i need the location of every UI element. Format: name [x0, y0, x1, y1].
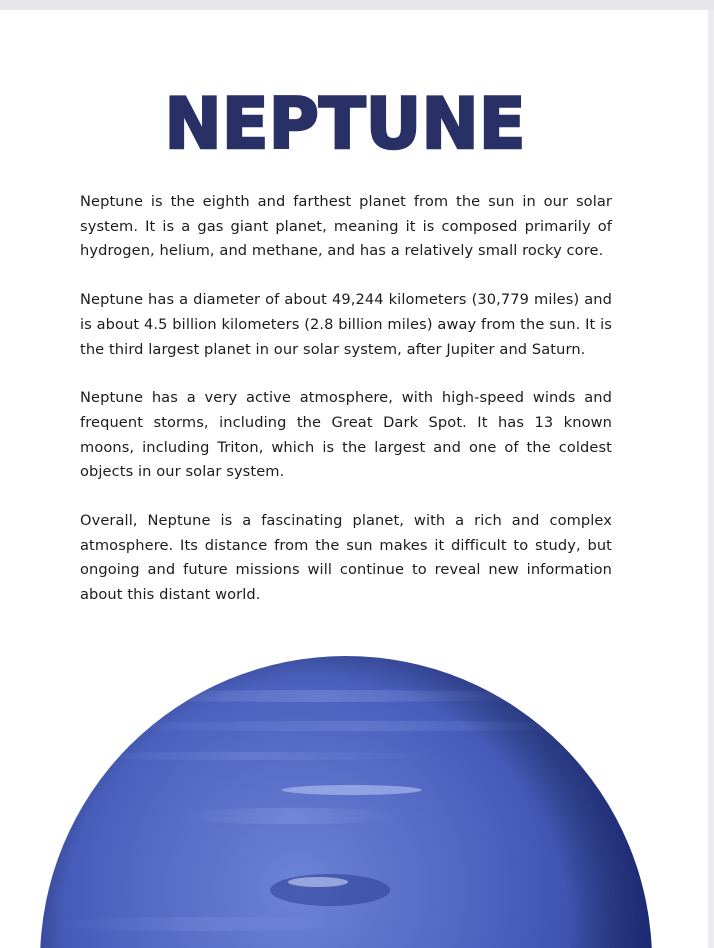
- page-title: NEPTUNE: [164, 83, 526, 165]
- paragraph-conclusion: Overall, Neptune is a fascinating planet, with a rich and complex atmosphere. Its distance from the sun makes it difficult to study, but ongoing and future missions will continue to reveal new information about this distant world.: [80, 512, 612, 604]
- viewer-right-edge: [708, 10, 714, 948]
- paragraph-size-distance: Neptune has a diameter of about 49,244 kilometers (30,779 miles) and is about 4.5 billion kilometers (2.8 billion miles) away from the sun. It is the third largest planet in our solar system, after Jupiter and Saturn.: [80, 291, 612, 358]
- neptune-planet-icon: [0, 644, 708, 948]
- neptune-planet-image: [0, 644, 708, 948]
- viewer-top-bar: [0, 0, 714, 10]
- document-page: [0, 10, 708, 948]
- paragraph-intro: Neptune is the eighth and farthest planet from the sun in our solar system. It is a gas giant planet, meaning it is composed primarily of hydrogen, helium, and methane, and has a relatively small rocky core.: [80, 193, 612, 260]
- article-body: [80, 190, 612, 632]
- paragraph-atmosphere-moons: Neptune has a very active atmosphere, with high-speed winds and frequent storms, including the Great Dark Spot. It has 13 known moons, including Triton, which is the largest and one of the coldest objects in our solar system.: [80, 389, 612, 481]
